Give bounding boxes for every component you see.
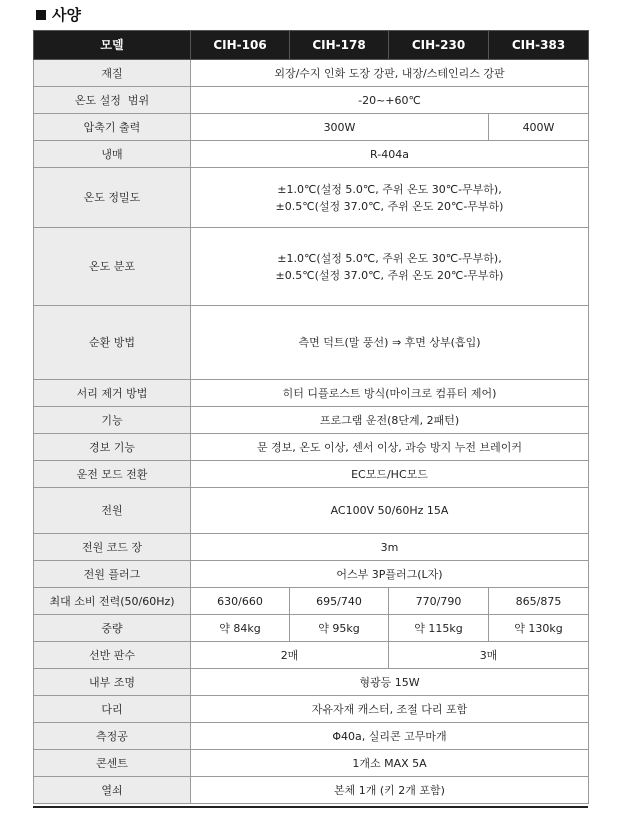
value-outlet: 1개소 MAX 5A <box>191 750 589 777</box>
model-cih-230: CIH-230 <box>389 31 489 60</box>
value-plug: 어스부 3P플러그(L자) <box>191 561 589 588</box>
value-temp-range: -20~+60℃ <box>191 87 589 114</box>
label-temp-distribution: 온도 분포 <box>34 228 191 306</box>
model-cih-106: CIH-106 <box>191 31 290 60</box>
row-consumption <box>34 588 589 615</box>
consumption-cih-230: 770/790 <box>389 588 489 615</box>
label-cord: 전원 코드 장 <box>34 534 191 561</box>
row-plug <box>34 561 589 588</box>
label-alarm: 경보 기능 <box>34 434 191 461</box>
label-refrigerant: 냉매 <box>34 141 191 168</box>
label-consumption: 최대 소비 전력(50/60Hz) <box>34 588 191 615</box>
model-cih-383: CIH-383 <box>489 31 589 60</box>
label-mode: 운전 모드 전환 <box>34 461 191 488</box>
value-legs: 자유자재 캐스터, 조절 다리 포함 <box>191 696 589 723</box>
row-cord <box>34 534 589 561</box>
value-port: Φ40a, 실리콘 고무마개 <box>191 723 589 750</box>
value-cord: 3m <box>191 534 589 561</box>
value-lighting: 형광등 15W <box>191 669 589 696</box>
temp-precision-line2: ±0.5℃(설정 37.0℃, 주위 온도 20℃-무부하) <box>275 199 504 213</box>
temp-distribution-line1: ±1.0℃(설정 5.0℃, 주위 온도 30℃-무부하), <box>277 251 502 265</box>
row-key <box>34 777 589 804</box>
row-function <box>34 407 589 434</box>
value-mode: EC모드/HC모드 <box>191 461 589 488</box>
value-defrost: 히터 디플로스트 방식(마이크로 컴퓨터 제어) <box>191 380 589 407</box>
row-temp-precision <box>34 168 589 228</box>
temp-distribution-line2: ±0.5℃(설정 37.0℃, 주위 온도 20℃-무부하) <box>275 268 504 282</box>
label-power: 전원 <box>34 488 191 534</box>
row-defrost <box>34 380 589 407</box>
value-compressor-b: 400W <box>489 114 589 141</box>
weight-cih-230: 약 115kg <box>389 615 489 642</box>
value-circulation: 측면 덕트(말 풍선) ⇒ 후면 상부(흡입) <box>191 306 589 380</box>
row-temp-distribution <box>34 228 589 306</box>
label-lighting: 내부 조명 <box>34 669 191 696</box>
spec-table <box>33 30 589 804</box>
row-refrigerant <box>34 141 589 168</box>
row-mode <box>34 461 589 488</box>
value-function: 프로그램 운전(8단계, 2패턴) <box>191 407 589 434</box>
value-power: AC100V 50/60Hz 15A <box>191 488 589 534</box>
consumption-cih-178: 695/740 <box>290 588 389 615</box>
value-temp-precision <box>191 168 589 228</box>
label-temp-range: 온도 설정 범위 <box>34 87 191 114</box>
row-compressor <box>34 114 589 141</box>
model-cih-178: CIH-178 <box>290 31 389 60</box>
square-bullet-icon <box>36 10 46 20</box>
label-port: 측정공 <box>34 723 191 750</box>
weight-cih-383: 약 130kg <box>489 615 589 642</box>
bottom-rule <box>33 806 588 808</box>
label-function: 기능 <box>34 407 191 434</box>
label-shelves: 선반 판수 <box>34 642 191 669</box>
temp-precision-line1: ±1.0℃(설정 5.0℃, 주위 온도 30℃-무부하), <box>277 182 502 196</box>
label-key: 열쇠 <box>34 777 191 804</box>
row-power <box>34 488 589 534</box>
row-temp-range <box>34 87 589 114</box>
header-row <box>34 31 589 60</box>
label-circulation: 순환 방법 <box>34 306 191 380</box>
label-defrost: 서리 제거 방법 <box>34 380 191 407</box>
value-shelves-a: 2매 <box>191 642 389 669</box>
consumption-cih-383: 865/875 <box>489 588 589 615</box>
weight-cih-106: 약 84kg <box>191 615 290 642</box>
section-title <box>36 4 81 25</box>
value-compressor-a: 300W <box>191 114 489 141</box>
header-label: 모델 <box>34 31 191 60</box>
row-shelves <box>34 642 589 669</box>
label-plug: 전원 플러그 <box>34 561 191 588</box>
row-material <box>34 60 589 87</box>
row-circulation <box>34 306 589 380</box>
row-legs <box>34 696 589 723</box>
label-compressor: 압축기 출력 <box>34 114 191 141</box>
row-weight <box>34 615 589 642</box>
row-alarm <box>34 434 589 461</box>
label-weight: 중량 <box>34 615 191 642</box>
label-outlet: 콘센트 <box>34 750 191 777</box>
row-port <box>34 723 589 750</box>
value-refrigerant: R-404a <box>191 141 589 168</box>
value-shelves-b: 3매 <box>389 642 589 669</box>
value-alarm: 문 경보, 온도 이상, 센서 이상, 과승 방지 누전 브레이커 <box>191 434 589 461</box>
label-legs: 다리 <box>34 696 191 723</box>
section-title-text: 사양 <box>52 6 81 24</box>
label-temp-precision: 온도 정밀도 <box>34 168 191 228</box>
label-material: 재질 <box>34 60 191 87</box>
value-temp-distribution <box>191 228 589 306</box>
row-outlet <box>34 750 589 777</box>
value-key: 본체 1개 (키 2개 포함) <box>191 777 589 804</box>
value-material: 외장/수지 인화 도장 강판, 내장/스테인리스 강판 <box>191 60 589 87</box>
weight-cih-178: 약 95kg <box>290 615 389 642</box>
row-lighting <box>34 669 589 696</box>
consumption-cih-106: 630/660 <box>191 588 290 615</box>
